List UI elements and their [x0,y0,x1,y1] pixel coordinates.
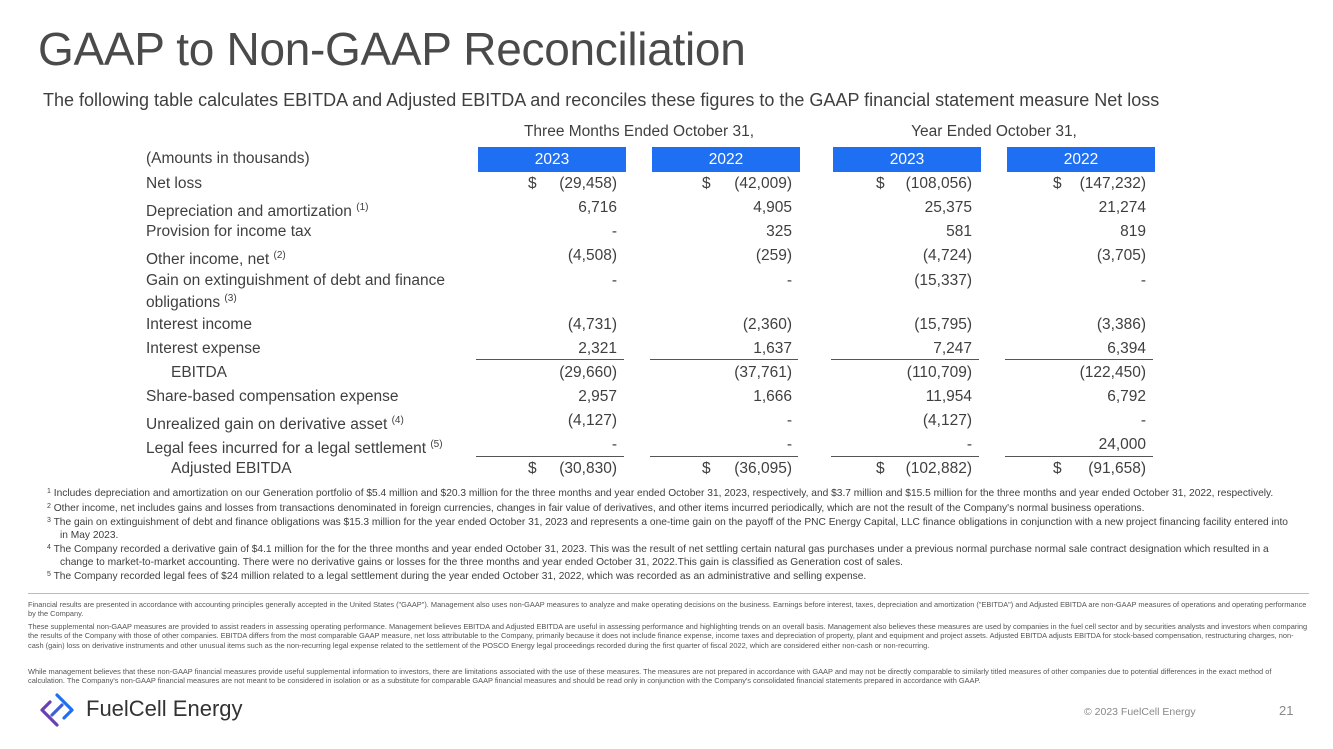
row-label: EBITDA [171,364,227,381]
row-label: Interest expense [146,340,261,357]
table-row [0,247,1333,271]
row-label: Share-based compensation expense [146,388,399,405]
subtotal-rule [1005,456,1153,457]
subtotal-rule [476,359,624,360]
row-value: (30,830) [559,460,617,477]
row-value: (4,731) [567,316,617,333]
page-subtitle: The following table calculates EBITDA and Adjusted EBITDA and reconciles these figures to the GAAP financial statement measure Net loss [43,90,1160,110]
brand-name: FuelCell Energy [86,696,243,721]
table-row [0,316,1333,340]
table-row [0,364,1333,388]
year-header: 2022 [1007,147,1155,172]
table-row [0,412,1333,436]
row-value: - [611,436,617,453]
row-value: (4,508) [567,247,617,264]
row-value: (91,658) [1088,460,1146,477]
row-value: (4,127) [567,412,617,429]
row-value: (29,660) [559,364,617,381]
fuelcell-logo-icon [40,693,74,727]
subtotal-rule [650,359,798,360]
footnotes [47,486,1297,584]
table-row [0,199,1333,223]
row-label: Net loss [146,175,202,192]
currency-symbol: $ [702,460,711,477]
disclaimer-paragraph: While management believes that these non-GAAP financial measures provide useful supplemental information to investors, there are limitations associated with the use of these measures. The measures are not prepared in accordance with GAAP and may not be directly comparable to similarly titled measures of other companies due to potential differences in the exact method of calculation. The Company's non-GAAP financial measures are not meant to be considered in isolation or as a substitute for comparable GAAP financial measures and should be read only in conjunction with the Company's consolidated financial statements prepared in accordance with GAAP. [28,667,1272,686]
currency-symbol: $ [1053,460,1062,477]
subtotal-rule [1005,359,1153,360]
footnote: $^4$ The Company recorded a derivative gain of $4.1 million for the for the three months and year ended October 31, 2023. This was the result of net settling certain natural gas purchases under a previous normal purchase normal sale contract designation which resulted in a change to market-to-market accounting. There were no derivative gains or losses for the three months and year ended October 31, 2022.This gain is classified as Generation cost of sales. [47,544,1269,568]
row-value: - [1140,272,1146,289]
amounts-label: (Amounts in thousands) [146,150,310,167]
row-value: (108,056) [905,175,972,192]
row-value: 2,957 [578,388,617,405]
footnote: $^5$ The Company recorded legal fees of $24 million related to a legal settlement during the year ended October 31, 2022, which was recorded as an administrative and selling expense. [47,571,867,582]
row-value: (29,458) [559,175,617,192]
currency-symbol: $ [528,175,537,192]
period-three-months: Three Months Ended October 31, [523,123,755,140]
row-value: - [786,412,792,429]
footnote: $^1$ Includes depreciation and amortization on our Generation portfolio of $5.4 million and $20.3 million for the three months and year ended October 31, 2023, respectively, and $3.7 million and $15.5 million for the three months and year ended October 31, 2022, respectively. [47,488,1274,499]
currency-symbol: $ [876,175,885,192]
row-value: (259) [755,247,792,264]
row-value: - [786,272,792,289]
row-value: 2,321 [578,340,617,357]
table-row [0,340,1333,364]
subtotal-rule [650,456,798,457]
row-value: - [611,272,617,289]
table-row [0,460,1333,484]
row-value: 6,716 [578,199,617,216]
table-row [0,388,1333,412]
row-value: (3,705) [1096,247,1146,264]
row-value: (4,127) [922,412,972,429]
row-value: (122,450) [1079,364,1146,381]
row-label: Unrealized gain on derivative asset $^{(4)}$ [146,415,404,433]
row-label: Depreciation and amortization $^{(1)}$ [146,202,369,220]
row-value: 6,792 [1107,388,1146,405]
row-value: (36,095) [734,460,792,477]
row-label: Adjusted EBITDA [171,460,292,477]
row-value: (15,337) [914,272,972,289]
table-row [0,175,1333,199]
row-value: - [966,436,972,453]
disclaimer-paragraph: Financial results are presented in accordance with accounting principles generally accepted in the United States ("GAAP"). Management also uses non-GAAP measures to analyze and make operating decisions on the business. Earnings before interest, taxes, depreciation and amortization ("EBITDA") and Adjusted EBITDA are non-GAAP measures of operations and operating performance by the Company. [28,600,1307,619]
row-value: (2,360) [742,316,792,333]
year-header: 2022 [652,147,800,172]
copyright: © 2023 FuelCell Energy [1084,706,1196,718]
row-value: - [786,436,792,453]
subtotal-rule [476,456,624,457]
row-value: 24,000 [1098,436,1146,453]
footnote: $^2$ Other income, net includes gains and losses from transactions denominated in foreign currencies, changes in fair value of derivatives, and other items incurred periodically, which are not the result of the Company's normal business operations. [47,502,1145,514]
row-value: 325 [766,223,792,240]
footnote: $^3$ The gain on extinguishment of debt and finance obligations was $15.3 million for the year ended October 31, 2023 and represents a one-time gain on the payoff of the PNC Energy Capital, LLC finance obligations in conjunction with a new project financing facility entered into in May 2023. [47,517,1288,541]
row-value: 819 [1120,223,1146,240]
subtotal-rule [831,456,979,457]
currency-symbol: $ [702,175,711,192]
row-label: Provision for income tax [146,223,312,240]
year-header: 2023 [478,147,626,172]
row-value: 7,247 [933,340,972,357]
row-label: Interest income [146,316,252,333]
row-value: (102,882) [905,460,972,477]
row-value: (110,709) [906,364,972,381]
row-value: 21,274 [1098,199,1146,216]
period-year: Year Ended October 31, [911,123,1077,140]
disclaimer-paragraph: These supplemental non-GAAP measures are provided to assist readers in assessing operating performance. Management believes EBITDA and Adjusted EBITDA are useful in assessing performance and highlighting trends on an overall basis. Management also believes these measures are used by companies in the fuel cell sector and by securities analysts and investors when comparing the results of the Company with those of other companies. EBITDA differs from the most comparable GAAP measure, net loss attributable to the Company, primarily because it does not include finance expense, income taxes and depreciation of property, plant and equipment and project assets. Adjusted EBITDA adjusts EBITDA for stock-based compensation, restructuring charges, non-cash (gain) loss on derivative instruments and other unusual items such as the non-recurring legal expense related to the settlement of the POSCO Energy legal proceedings recorded during the first quarter of fiscal 2022, which are considered either non-cash or non-recurring. [28,622,1308,650]
row-value: 6,394 [1107,340,1146,357]
row-label: Legal fees incurred for a legal settlement $^{(5)}$ [146,439,443,457]
row-value: (3,386) [1096,316,1146,333]
row-value: (4,724) [922,247,972,264]
currency-symbol: $ [528,460,537,477]
row-value: 4,905 [753,199,792,216]
table-row [0,223,1333,247]
row-value: 25,375 [924,199,972,216]
table-row [0,272,1333,311]
page-title: GAAP to Non-GAAP Reconciliation [38,23,746,75]
row-value: 1,666 [753,388,792,405]
row-value: (37,761) [734,364,792,381]
year-header: 2023 [833,147,981,172]
footnote-separator [28,593,1309,594]
currency-symbol: $ [876,460,885,477]
row-value: - [1140,412,1146,429]
row-value: 1,637 [753,340,792,357]
row-value: - [611,223,617,240]
row-value: (15,795) [914,316,972,333]
subtotal-rule [831,359,979,360]
row-value: (42,009) [734,175,792,192]
page-number: 21 [1279,703,1294,718]
row-value: 581 [946,223,972,240]
row-label: Gain on extinguishment of debt and finance obligations $^{(3)}$ [146,272,446,311]
row-value: (147,232) [1079,175,1146,192]
row-value: 11,954 [925,388,972,405]
currency-symbol: $ [1053,175,1062,192]
row-label: Other income, net $^{(2)}$ [146,250,286,268]
